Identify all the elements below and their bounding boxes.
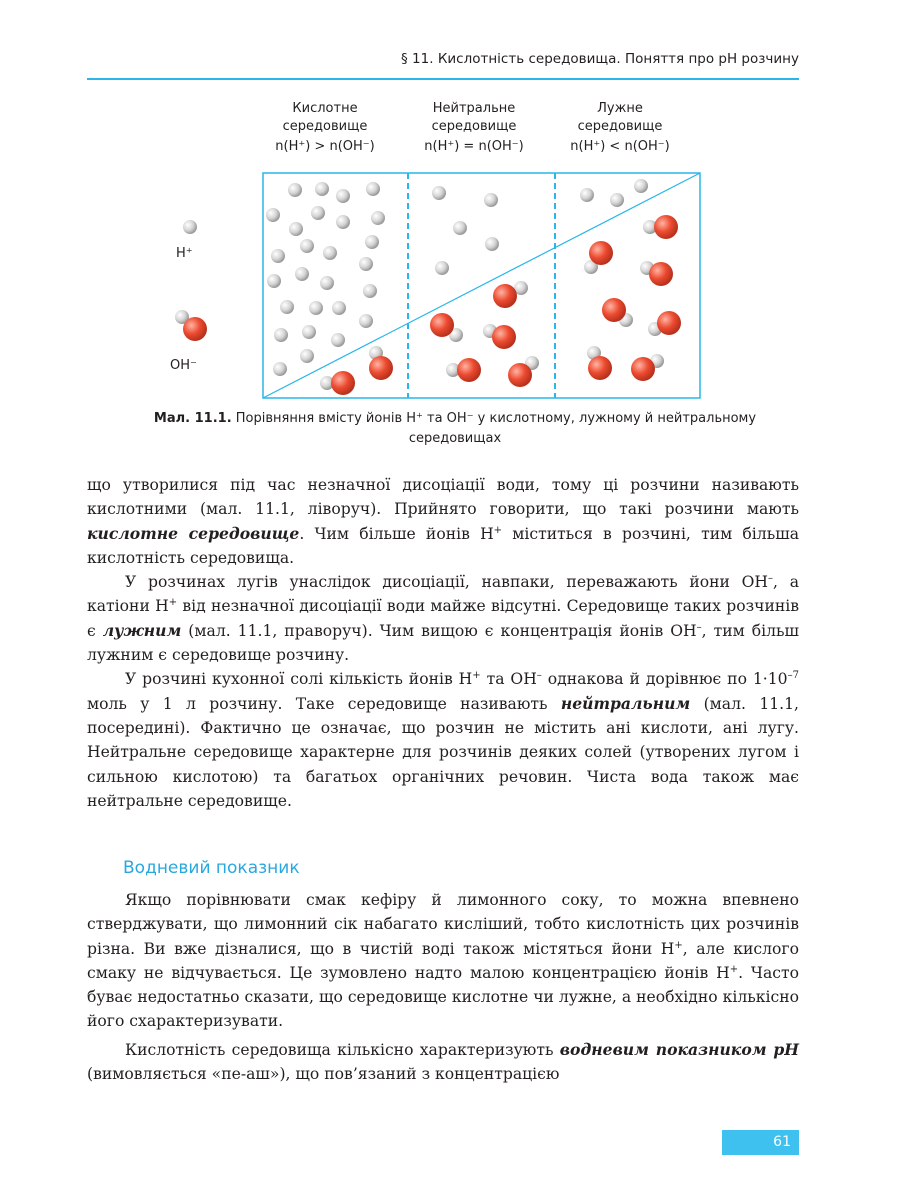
h-ion	[580, 188, 594, 202]
text-run: Якщо порівнювати смак кефіру й лимонного соку, то можна впевнено стверджувати, що лимонний сік набагато кисліший, тобто кислотність цих розчинів різна. Ви вже дізналися, що в чистій воді також містяться йони H	[87, 891, 799, 958]
column-condition: n(H⁺) = n(OH⁻)	[424, 139, 524, 154]
h-ion	[336, 215, 350, 229]
superscript: +	[493, 524, 503, 536]
text-run: міститься в розчині, тим більша кислотність середовища.	[87, 524, 799, 567]
superscript: +	[472, 670, 481, 682]
h-ion	[323, 246, 337, 260]
h-ion	[485, 237, 499, 251]
h-ion	[365, 235, 379, 249]
legend-label-h: H⁺	[176, 246, 193, 261]
text-run: від незначної дисоціації води майже відсутні. Середовище таких розчинів є	[87, 597, 800, 640]
superscript: +	[674, 939, 683, 951]
running-head: § 11. Кислотність середовища. Поняття про pH розчину	[401, 51, 799, 67]
text-run: Кислотність середовища кількісно характеризують	[125, 1040, 560, 1059]
superscript: –	[696, 621, 702, 633]
superscript: +	[168, 597, 178, 609]
h-ion	[300, 349, 314, 363]
oh-ion	[602, 298, 633, 327]
superscript: –	[536, 670, 542, 682]
column-label-line2: середовище	[431, 119, 517, 134]
h-ion	[336, 189, 350, 203]
oh-ion	[631, 354, 664, 381]
term-acidic: кислотне середовище	[87, 523, 300, 543]
text-run: У розчині кухонної солі кількість йонів H	[125, 670, 473, 689]
text-run: моль у 1 л розчину. Таке середовище називають	[87, 694, 561, 713]
body-text-lower	[87, 888, 799, 1086]
h-ion	[302, 325, 316, 339]
oh-ion	[640, 261, 673, 286]
text-run: У розчинах лугів унаслідок дисоціації, навпаки, переважають йони OH	[125, 573, 769, 592]
paragraph-4	[87, 888, 799, 1034]
legend-label-oh: OH⁻	[170, 358, 197, 373]
text-run: , але кислого смаку не відчувається. Це зумовлено надто малою концентрацією йонів H	[87, 939, 799, 982]
text-run: , а катіони H	[87, 573, 799, 616]
oh-ion	[493, 281, 528, 308]
superscript: –7	[787, 670, 799, 682]
h-ion	[332, 301, 346, 315]
column-condition: n(H⁺) < n(OH⁻)	[570, 139, 670, 154]
paragraph-1	[87, 473, 799, 570]
paragraph-3	[87, 667, 799, 813]
text-run: що утворилися під час незначної дисоціації води, тому ці розчини називають кислотними (мал. 11.1, ліворуч). Прийнято говорити, що такі розчини мають	[87, 476, 799, 519]
text-run: однакова й дорівнює по 1·10	[541, 670, 788, 689]
figure-11-1	[0, 0, 907, 460]
oh-ion	[584, 241, 613, 274]
h-ion	[280, 300, 294, 314]
figure-caption	[110, 409, 800, 449]
h-ion	[288, 183, 302, 197]
column-label-line1: Кислотне	[292, 101, 358, 116]
h-ion	[271, 249, 285, 263]
h-ion	[371, 211, 385, 225]
column-condition: n(H⁺) > n(OH⁻)	[275, 139, 375, 154]
body-text-upper	[87, 473, 799, 813]
h-ion	[453, 221, 467, 235]
term-alkaline: лужним	[102, 620, 182, 640]
oh-ion	[648, 311, 681, 336]
h-ion	[311, 206, 325, 220]
page-number: 61	[722, 1130, 799, 1155]
text-run: , тим більш лужним є середовище розчину.	[87, 621, 799, 665]
oh-ion	[508, 356, 539, 387]
column-label-line1: Лужне	[597, 101, 643, 116]
h-ion	[300, 239, 314, 253]
superscript: –	[768, 573, 774, 584]
text-run: та OH	[480, 670, 537, 689]
section-heading: Водневий показник	[123, 858, 300, 878]
oh-ion	[483, 324, 516, 349]
column-label-line2: середовище	[577, 119, 663, 134]
h-ion	[634, 179, 648, 193]
h-ion	[266, 208, 280, 222]
h-ion	[320, 276, 334, 290]
paragraph-2	[87, 570, 799, 667]
h-ion	[295, 267, 309, 281]
oh-ion	[369, 346, 393, 380]
h-ion	[273, 362, 287, 376]
term-neutral: нейтральним	[560, 693, 691, 713]
h-ion	[274, 328, 288, 342]
caption-label: Мал. 11.1.	[153, 411, 232, 426]
h-ion	[315, 182, 329, 196]
column-label-line2: середовище	[282, 119, 368, 134]
text-run: (вимовляється «пе-аш»), що пов’язаний з концентрацією	[87, 1065, 560, 1084]
h-ion	[359, 314, 373, 328]
oh-ion	[320, 371, 355, 395]
text-run: (мал. 11.1, посередині). Фактично це означає, що розчин не містить ані кислоти, ані лугу. Нейтральне середовище характерне для розчинів деяких солей (утворених лугом і сильною кислотою) та багатьох органічних речовин. Чиста вода також має нейтральне середовище.	[87, 694, 799, 810]
h-ion	[366, 182, 380, 196]
text-run: . Чим більше йонів H	[299, 524, 494, 543]
h-ion	[610, 193, 624, 207]
superscript: +	[729, 963, 739, 975]
oh-ion	[446, 358, 481, 382]
oh-ion	[430, 313, 463, 342]
oh-ion	[643, 215, 678, 239]
text-run: . Часто буває недостатньо сказати, що середовище кислотне чи лужне, а необхідно кількісно його схарактеризувати.	[87, 963, 800, 1031]
h-ion	[331, 333, 345, 347]
h-ion	[267, 274, 281, 288]
h-ion	[359, 257, 373, 271]
h-ion	[363, 284, 377, 298]
h-ion	[432, 186, 446, 200]
h-ion	[309, 301, 323, 315]
caption-text: Порівняння вмісту йонів H⁺ та OH⁻ у кислотному, лужному й нейтральному середовищах	[235, 411, 757, 446]
oh-ion	[175, 310, 207, 341]
column-label-line1: Нейтральне	[432, 101, 516, 116]
h-ion	[484, 193, 498, 207]
h-ion	[183, 220, 197, 234]
term-ph: водневим показником pH	[559, 1039, 799, 1059]
h-ion	[435, 261, 449, 275]
oh-ion	[587, 346, 612, 380]
text-run: (мал. 11.1, праворуч). Чим вищою є концентрація йонів OH	[181, 621, 697, 640]
ion-diagram	[0, 0, 907, 460]
h-ion	[289, 222, 303, 236]
paragraph-5	[87, 1038, 799, 1087]
